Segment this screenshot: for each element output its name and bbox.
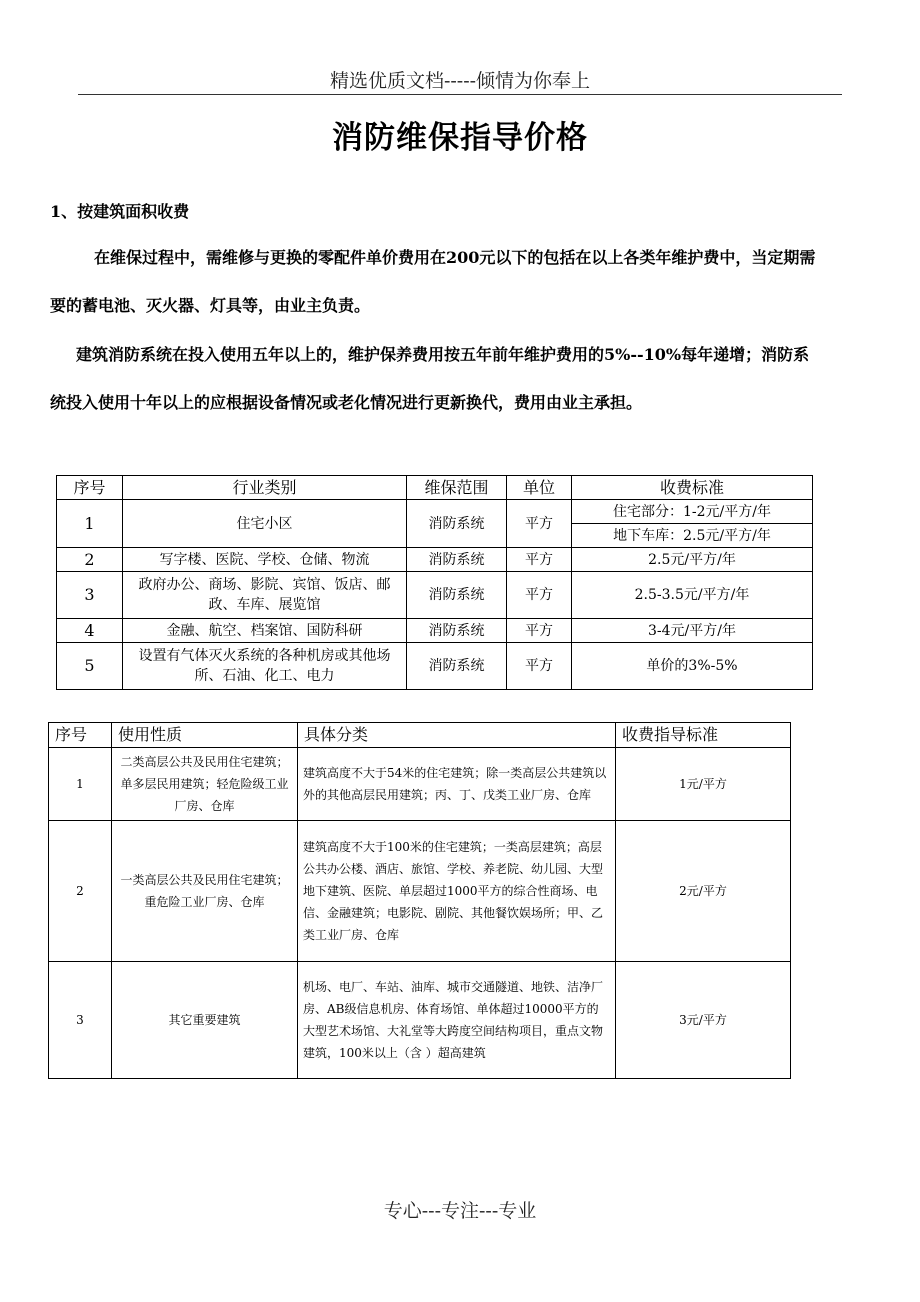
fee-table-by-industry — [56, 475, 813, 690]
header-cell: 维保范围 — [407, 476, 507, 500]
row-number: 2 — [49, 821, 112, 962]
unit: 平方 — [507, 548, 572, 572]
header-cell: 收费标准 — [572, 476, 813, 500]
table-row — [49, 962, 791, 1079]
header-cell: 收费指导标准 — [616, 723, 791, 748]
unit: 平方 — [507, 643, 572, 690]
header-cell: 行业类别 — [123, 476, 407, 500]
header-cell: 具体分类 — [298, 723, 616, 748]
table-row — [57, 548, 813, 572]
unit: 平方 — [507, 500, 572, 548]
maintenance-scope: 消防系统 — [407, 548, 507, 572]
row-number: 3 — [49, 962, 112, 1079]
row-number: 3 — [57, 572, 123, 619]
table-row — [57, 643, 813, 690]
row-number: 2 — [57, 548, 123, 572]
page-footer: 专心---专注---专业 — [383, 1200, 537, 1222]
fee-standard: 3-4元/平方/年 — [572, 619, 813, 643]
maintenance-scope: 消防系统 — [407, 572, 507, 619]
usage-nature: 其它重要建筑 — [112, 962, 298, 1079]
fee-standard: 2.5-3.5元/平方/年 — [572, 572, 813, 619]
fee-standard: 地下车库：2.5元/平方/年 — [572, 524, 813, 548]
row-number: 1 — [57, 500, 123, 548]
classification-detail: 机场、电厂、车站、油库、城市交通隧道、地铁、洁净厂房、AB级信息机房、体育场馆、单体超过10000平方的大型艺术场馆、大礼堂等大跨度空间结构项目，重点文物建筑，100米以上（含 ）超高建筑 — [298, 962, 616, 1079]
paragraph-1: 在维保过程中，需维修与更换的零配件单价费用在200元以下的包括在以上各类年维护费中，当定期需要的蓄电池、灭火器、灯具等，由业主负责。 — [50, 248, 816, 315]
table-row — [57, 619, 813, 643]
table-row — [57, 572, 813, 619]
section-heading: 1、按建筑面积收费 — [50, 202, 190, 221]
classification-detail: 建筑高度不大于100米的住宅建筑；一类高层建筑；高层公共办公楼、酒店、旅馆、学校、养老院、幼儿园、大型地下建筑、医院、单层超过1000平方的综合性商场、电信、金融建筑；电影院、剧院、其他餐饮娱场所；甲、乙类工业厂房、仓库 — [298, 821, 616, 962]
row-number: 4 — [57, 619, 123, 643]
table-header-row — [49, 723, 791, 748]
document-title: 消防维保指导价格 — [332, 120, 588, 156]
page-header: 精选优质文档-----倾情为你奉上 — [329, 70, 591, 92]
table-row — [57, 500, 813, 524]
fee-standard: 单价的3%-5% — [572, 643, 813, 690]
fee-table-by-building-use — [48, 722, 791, 1079]
industry-category: 政府办公、商场、影院、宾馆、饭店、邮政、车库、展览馆 — [123, 572, 407, 619]
maintenance-scope: 消防系统 — [407, 643, 507, 690]
table-row — [49, 821, 791, 962]
header-divider — [78, 94, 842, 95]
fee-guidance: 1元/平方 — [616, 748, 791, 821]
industry-category: 住宅小区 — [123, 500, 407, 548]
header-cell: 单位 — [507, 476, 572, 500]
fee-guidance: 2元/平方 — [616, 821, 791, 962]
industry-category: 金融、航空、档案馆、国防科研 — [123, 619, 407, 643]
header-cell: 使用性质 — [112, 723, 298, 748]
maintenance-scope: 消防系统 — [407, 619, 507, 643]
row-number: 5 — [57, 643, 123, 690]
table-row — [49, 748, 791, 821]
usage-nature: 二类高层公共及民用住宅建筑；单多层民用建筑；轻危险级工业厂房、仓库 — [112, 748, 298, 821]
unit: 平方 — [507, 572, 572, 619]
maintenance-scope: 消防系统 — [407, 500, 507, 548]
unit: 平方 — [507, 619, 572, 643]
fee-standard: 2.5元/平方/年 — [572, 548, 813, 572]
fee-guidance: 3元/平方 — [616, 962, 791, 1079]
paragraph-2: 建筑消防系统在投入使用五年以上的，维护保养费用按五年前年维护费用的5%--10%每年递增；消防系统投入使用十年以上的应根据设备情况或老化情况进行更新换代，费用由业主承担。 — [50, 345, 810, 412]
usage-nature: 一类高层公共及民用住宅建筑；重危险工业厂房、仓库 — [112, 821, 298, 962]
header-cell: 序号 — [49, 723, 112, 748]
industry-category: 设置有气体灭火系统的各种机房或其他场所、石油、化工、电力 — [123, 643, 407, 690]
fee-standard: 住宅部分：1-2元/平方/年 — [572, 500, 813, 524]
industry-category: 写字楼、医院、学校、仓储、物流 — [123, 548, 407, 572]
row-number: 1 — [49, 748, 112, 821]
header-cell: 序号 — [57, 476, 123, 500]
table-header-row — [57, 476, 813, 500]
classification-detail: 建筑高度不大于54米的住宅建筑；除一类高层公共建筑以外的其他高层民用建筑；丙、丁、戊类工业厂房、仓库 — [298, 748, 616, 821]
